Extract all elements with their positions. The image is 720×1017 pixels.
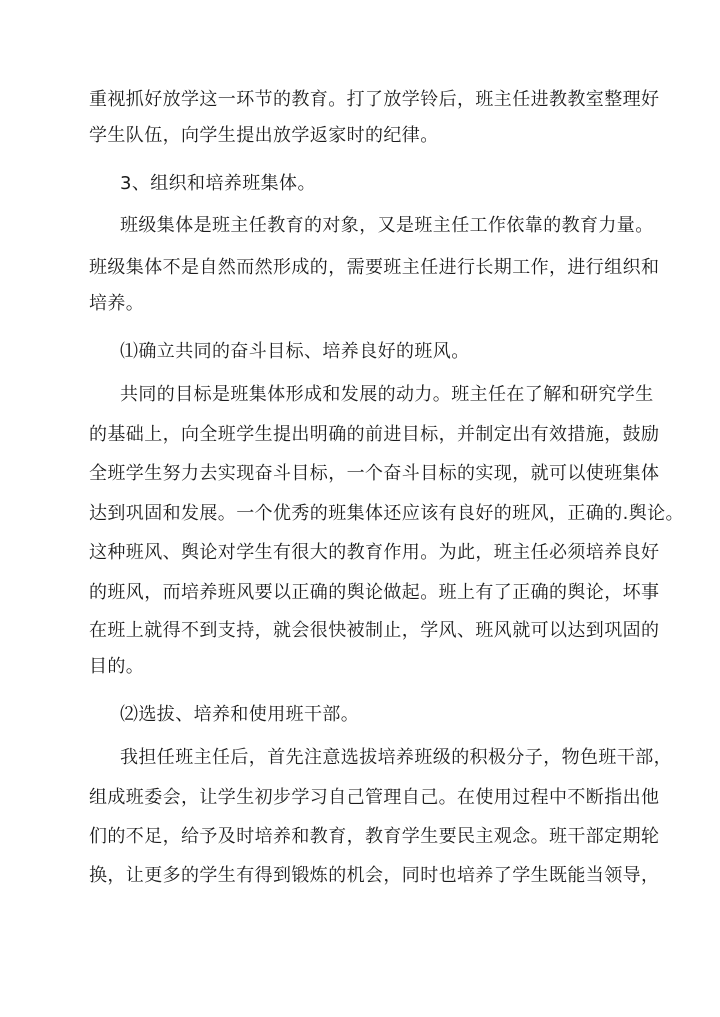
subsection-heading: ⑴确立共同的奋斗目标、培养良好的班风。 <box>120 341 470 362</box>
text-line: 重视抓好放学这一环节的教育。打了放学铃后，班主任进教教室整理好 <box>89 89 660 110</box>
text-line: 班级集体是班主任教育的对象，又是班主任工作依靠的教育力量。 <box>120 215 654 236</box>
text-line: 全班学生努力去实现奋斗目标，一个奋斗目标的实现，就可以使班集体 <box>89 463 660 484</box>
text-line: 换，让更多的学生有得到锻炼的机会，同时也培养了学生既能当领导， <box>89 865 660 886</box>
text-line: 目的。 <box>89 656 145 677</box>
text-line: 达到巩固和发展。一个优秀的班集体还应该有良好的班风，正确的.舆论。 <box>89 503 684 524</box>
text-line: 组成班委会，让学生初步学习自己管理自己。在使用过程中不断指出他 <box>89 787 660 808</box>
text-line: 班级集体不是自然而然形成的，需要班主任进行长期工作，进行组织和 <box>89 257 660 278</box>
text-line: 的基础上，向全班学生提出明确的前进目标，并制定出有效措施，鼓励 <box>89 424 660 445</box>
section-heading: 3、组织和培养班集体。 <box>120 173 316 194</box>
text-line: 这种班风、舆论对学生有很大的教育作用。为此，班主任必须培养良好 <box>89 542 660 563</box>
text-line: 在班上就得不到支持，就会很快被制止，学风、班风就可以达到巩固的 <box>89 620 660 641</box>
text-line: 学生队伍，向学生提出放学返家时的纪律。 <box>89 125 439 146</box>
text-line: 共同的目标是班集体形成和发展的动力。班主任在了解和研究学生 <box>120 384 654 405</box>
text-line: 们的不足，给予及时培养和教育，教育学生要民主观念。班干部定期轮 <box>89 826 660 847</box>
text-line: 的班风，而培养班风要以正确的舆论做起。班上有了正确的舆论，坏事 <box>89 582 660 603</box>
subsection-heading: ⑵选拔、培养和使用班干部。 <box>120 704 360 725</box>
text-line: 培养。 <box>89 293 145 314</box>
text-line: 我担任班主任后，首先注意选拔培养班级的积极分子，物色班干部， <box>120 747 672 768</box>
